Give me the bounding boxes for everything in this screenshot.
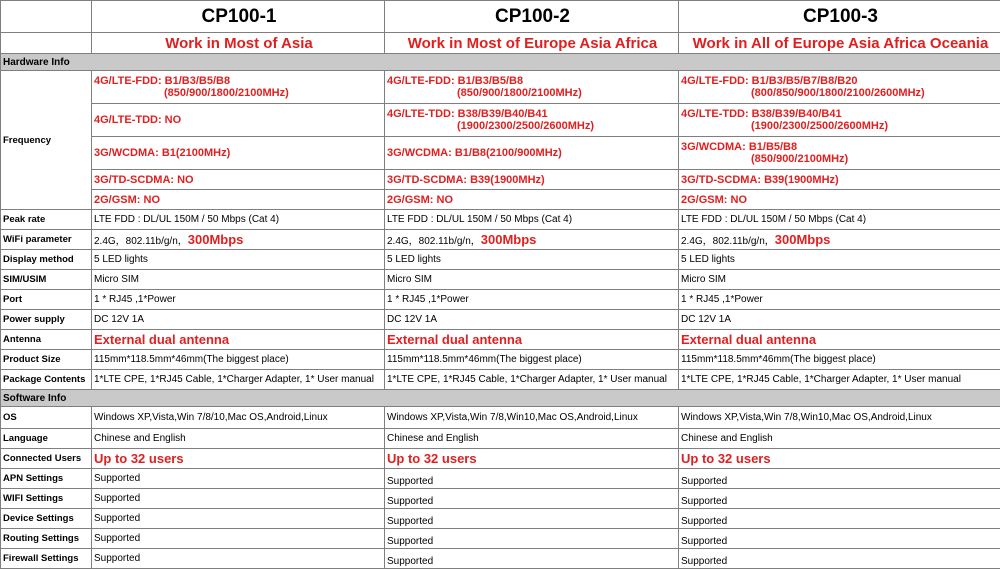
frequency-row-fdd [1, 71, 1000, 104]
port-label: Port [1, 290, 92, 310]
sim-value: Micro SIM [679, 270, 1000, 290]
fdd-cell [92, 71, 385, 104]
product-name: CP100-2 [385, 1, 679, 33]
wifi-parameter-value [679, 230, 1000, 250]
sim-value: Micro SIM [92, 270, 385, 290]
section-header-hardware: Hardware Info [1, 54, 1000, 71]
wcdma-cell [92, 137, 385, 170]
frequency-row-wcdma [1, 137, 1000, 170]
wifi-settings-row [1, 489, 1000, 509]
fdd-bands: 4G/LTE-FDD: B1/B3/B5/B7/B8/B20 [681, 75, 857, 87]
gsm-cell: 2G/GSM: NO [92, 190, 385, 210]
product-name: CP100-3 [679, 1, 1000, 33]
wifi-parameter-value [385, 230, 679, 250]
connected-users-value: Up to 32 users [92, 449, 385, 469]
connected-users-label: Connected Users [1, 449, 92, 469]
section-header-software: Software Info [1, 390, 1000, 407]
tdd-cell [92, 104, 385, 137]
fdd-cell [679, 71, 1000, 104]
frequency-row-tdscdma [1, 170, 1000, 190]
wifi-standard: 2.4G，802.11b/g/n， [94, 236, 188, 247]
tdd-freqs: (1900/2300/2500/2600MHz) [387, 120, 678, 132]
package-contents-row [1, 370, 1000, 390]
language-label: Language [1, 429, 92, 449]
wifi-settings-value: Supported [92, 489, 385, 509]
sim-row [1, 270, 1000, 290]
gsm-cell: 2G/GSM: NO [385, 190, 679, 210]
section-row-software [1, 390, 1000, 407]
wifi-settings-value: Supported [385, 489, 679, 509]
frequency-label: Frequency [1, 71, 92, 210]
routing-settings-value: Supported [92, 529, 385, 549]
sim-label: SIM/USIM [1, 270, 92, 290]
fdd-bands: 4G/LTE-FDD: B1/B3/B5/B8 [387, 75, 523, 87]
fdd-freqs: (850/900/1800/2100MHz) [94, 87, 384, 99]
corner-cell [1, 33, 92, 54]
apn-settings-value: Supported [92, 469, 385, 489]
apn-settings-value: Supported [385, 469, 679, 489]
antenna-value: External dual antenna [92, 330, 385, 350]
power-supply-row [1, 310, 1000, 330]
section-row-hardware [1, 54, 1000, 71]
wcdma-cell [385, 137, 679, 170]
gsm-cell: 2G/GSM: NO [679, 190, 1000, 210]
device-settings-label: Device Settings [1, 509, 92, 529]
firewall-settings-value: Supported [92, 549, 385, 569]
product-size-row [1, 350, 1000, 370]
wcdma-bands: 3G/WCDMA: B1/B8(2100/900MHz) [387, 147, 562, 159]
product-name: CP100-1 [92, 1, 385, 33]
frequency-row-tdd [1, 104, 1000, 137]
package-contents-value: 1*LTE CPE, 1*RJ45 Cable, 1*Charger Adapter, 1* User manual [92, 370, 385, 390]
firewall-settings-value: Supported [679, 549, 1000, 569]
fdd-cell [385, 71, 679, 104]
display-method-row [1, 250, 1000, 270]
peak-rate-value: LTE FDD : DL/UL 150M / 50 Mbps (Cat 4) [92, 210, 385, 230]
frequency-row-gsm [1, 190, 1000, 210]
os-value: Windows XP,Vista,Win 7/8,Win10,Mac OS,Android,Linux [385, 407, 679, 429]
port-value: 1 * RJ45 ,1*Power [92, 290, 385, 310]
tdscdma-cell: 3G/TD-SCDMA: B39(1900MHz) [385, 170, 679, 190]
firewall-settings-label: Firewall Settings [1, 549, 92, 569]
wifi-speed: 300Mbps [188, 232, 244, 247]
port-value: 1 * RJ45 ,1*Power [679, 290, 1000, 310]
peak-rate-row [1, 210, 1000, 230]
antenna-label: Antenna [1, 330, 92, 350]
fdd-freqs: (800/850/900/1800/2100/2600MHz) [681, 87, 1000, 99]
os-row [1, 407, 1000, 429]
antenna-value: External dual antenna [679, 330, 1000, 350]
region-label: Work in Most of Europe Asia Africa [385, 33, 679, 54]
wcdma-bands: 3G/WCDMA: B1(2100MHz) [94, 147, 230, 159]
os-value: Windows XP,Vista,Win 7/8/10,Mac OS,Android,Linux [92, 407, 385, 429]
tdd-bands: 4G/LTE-TDD: NO [94, 114, 181, 126]
package-contents-value: 1*LTE CPE, 1*RJ45 Cable, 1*Charger Adapter, 1* User manual [679, 370, 1000, 390]
tdd-freqs: (1900/2300/2500/2600MHz) [681, 120, 1000, 132]
product-size-label: Product Size [1, 350, 92, 370]
display-method-value: 5 LED lights [385, 250, 679, 270]
peak-rate-value: LTE FDD : DL/UL 150M / 50 Mbps (Cat 4) [679, 210, 1000, 230]
power-supply-value: DC 12V 1A [92, 310, 385, 330]
wifi-parameter-value [92, 230, 385, 250]
product-name-row [1, 1, 1000, 33]
routing-settings-value: Supported [679, 529, 1000, 549]
display-method-label: Display method [1, 250, 92, 270]
wifi-standard: 2.4G，802.11b/g/n， [681, 236, 775, 247]
connected-users-row [1, 449, 1000, 469]
wifi-settings-label: WIFI Settings [1, 489, 92, 509]
language-value: Chinese and English [92, 429, 385, 449]
apn-settings-label: APN Settings [1, 469, 92, 489]
display-method-value: 5 LED lights [92, 250, 385, 270]
routing-settings-row [1, 529, 1000, 549]
device-settings-row [1, 509, 1000, 529]
fdd-bands: 4G/LTE-FDD: B1/B3/B5/B8 [94, 75, 230, 87]
device-settings-value: Supported [679, 509, 1000, 529]
region-label: Work in Most of Asia [92, 33, 385, 54]
tdd-cell [385, 104, 679, 137]
apn-settings-value: Supported [679, 469, 1000, 489]
fdd-freqs: (850/900/1800/2100MHz) [387, 87, 678, 99]
apn-settings-row [1, 469, 1000, 489]
tdd-cell [679, 104, 1000, 137]
tdd-bands: 4G/LTE-TDD: B38/B39/B40/B41 [387, 108, 548, 120]
antenna-row [1, 330, 1000, 350]
wifi-speed: 300Mbps [481, 232, 537, 247]
peak-rate-value: LTE FDD : DL/UL 150M / 50 Mbps (Cat 4) [385, 210, 679, 230]
language-value: Chinese and English [385, 429, 679, 449]
power-supply-label: Power supply [1, 310, 92, 330]
wifi-parameter-label: WiFi parameter [1, 230, 92, 250]
tdscdma-cell: 3G/TD-SCDMA: B39(1900MHz) [679, 170, 1000, 190]
firewall-settings-value: Supported [385, 549, 679, 569]
connected-users-value: Up to 32 users [385, 449, 679, 469]
device-settings-value: Supported [385, 509, 679, 529]
language-value: Chinese and English [679, 429, 1000, 449]
tdscdma-cell: 3G/TD-SCDMA: NO [92, 170, 385, 190]
wifi-parameter-row [1, 230, 1000, 250]
os-value: Windows XP,Vista,Win 7/8,Win10,Mac OS,Android,Linux [679, 407, 1000, 429]
os-label: OS [1, 407, 92, 429]
connected-users-value: Up to 32 users [679, 449, 1000, 469]
product-size-value: 115mm*118.5mm*46mm(The biggest place) [92, 350, 385, 370]
tdd-bands: 4G/LTE-TDD: B38/B39/B40/B41 [681, 108, 842, 120]
port-row [1, 290, 1000, 310]
wifi-standard: 2.4G，802.11b/g/n， [387, 236, 481, 247]
package-contents-label: Package Contents [1, 370, 92, 390]
sim-value: Micro SIM [385, 270, 679, 290]
product-size-value: 115mm*118.5mm*46mm(The biggest place) [385, 350, 679, 370]
wifi-settings-value: Supported [679, 489, 1000, 509]
routing-settings-label: Routing Settings [1, 529, 92, 549]
display-method-value: 5 LED lights [679, 250, 1000, 270]
language-row [1, 429, 1000, 449]
peak-rate-label: Peak rate [1, 210, 92, 230]
device-settings-value: Supported [92, 509, 385, 529]
region-label: Work in All of Europe Asia Africa Oceania [679, 33, 1000, 54]
wcdma-cell [679, 137, 1000, 170]
power-supply-value: DC 12V 1A [679, 310, 1000, 330]
corner-cell [1, 1, 92, 33]
power-supply-value: DC 12V 1A [385, 310, 679, 330]
port-value: 1 * RJ45 ,1*Power [385, 290, 679, 310]
routing-settings-value: Supported [385, 529, 679, 549]
product-size-value: 115mm*118.5mm*46mm(The biggest place) [679, 350, 1000, 370]
wcdma-freqs: (850/900/2100MHz) [681, 153, 1000, 165]
wcdma-bands: 3G/WCDMA: B1/B5/B8 [681, 141, 797, 153]
antenna-value: External dual antenna [385, 330, 679, 350]
wifi-speed: 300Mbps [775, 232, 831, 247]
region-row [1, 33, 1000, 54]
package-contents-value: 1*LTE CPE, 1*RJ45 Cable, 1*Charger Adapter, 1* User manual [385, 370, 679, 390]
